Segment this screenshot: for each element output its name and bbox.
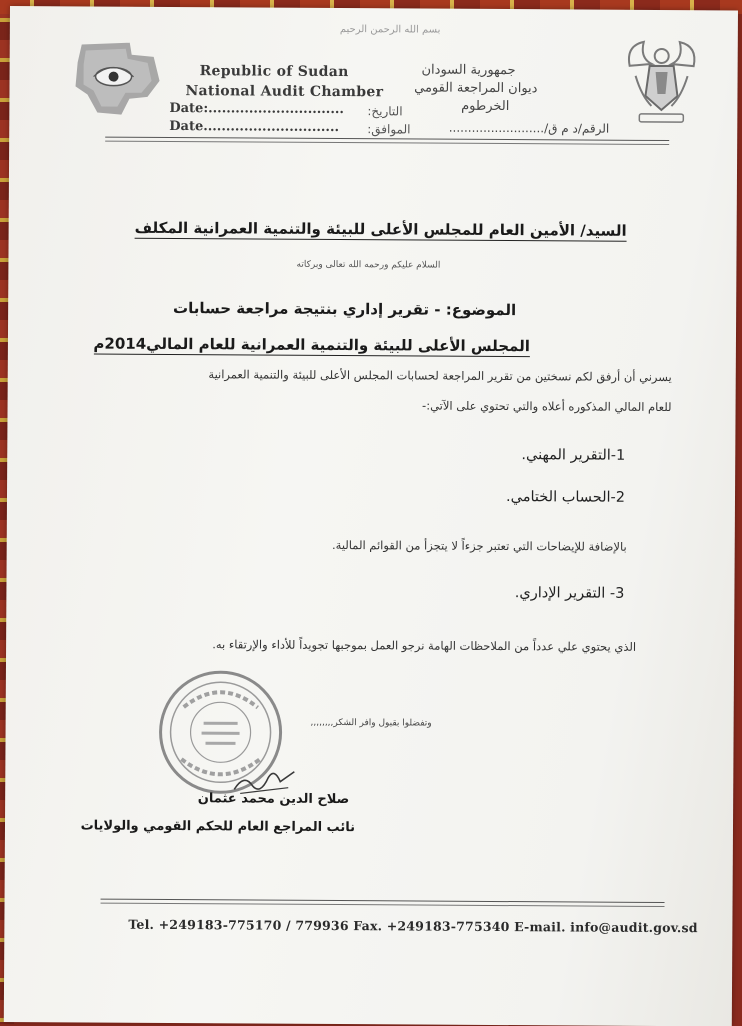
date-field-en: Date:.............................. bbox=[169, 100, 344, 118]
list-item-final-account: 2-الحساب الختامي. bbox=[506, 489, 626, 506]
header-divider-thin bbox=[105, 141, 669, 145]
basmala-text: بسم الله الرحمن الرحيم bbox=[339, 24, 441, 36]
reference-number-field: الرقم/د م ق/......................... bbox=[448, 120, 610, 136]
header-republic-en: Republic of Sudan bbox=[199, 63, 349, 81]
date-label-ar: التاريخ: bbox=[367, 104, 403, 119]
recipient-line: السيد/ الأمين العام للمجلس الأعلى للبيئة والتنمية العمرانية المكلف bbox=[134, 218, 627, 240]
corresponding-date-label-ar: الموافق: bbox=[367, 122, 411, 137]
greeting-line: السلام عليكم ورحمه الله تعالى وبركاته bbox=[296, 259, 441, 271]
body-paragraph-1: يسرني أن أرفق لكم نسختين من تقرير المراجعة لحسابات المجلس الأعلى للبيئة والتنمية العمرانية bbox=[208, 367, 672, 385]
header-city-ar: الخرطوم bbox=[461, 98, 510, 115]
letter-paper bbox=[4, 6, 738, 1026]
footer-divider-thin bbox=[101, 903, 665, 907]
subject-line-2: المجلس الأعلى للبيئة والتنمية العمرانية للعام المالي2014م bbox=[93, 334, 530, 356]
signer-title: نائب المراجع العام للحكم القومي والولايات bbox=[80, 818, 356, 836]
footer-contact-info: Tel. +249183-775170 / 779936 Fax. +249183-775340 E-mail. info@audit.gov.sd bbox=[128, 916, 698, 936]
date-corresponding-field-en: Date.............................. bbox=[169, 118, 340, 136]
header-republic-ar: جمهورية السودان bbox=[421, 62, 516, 79]
header-chamber-ar: ديوان المراجعة القومي bbox=[414, 80, 538, 97]
coat-of-arms-emblem bbox=[621, 36, 702, 130]
body-paragraph-4: الذي يحتوي علي عدداً من الملاحظات الهامة نرجو العمل بموجبها تجويداً للأداء والإرتقاء به. bbox=[212, 637, 637, 654]
header-chamber-en: National Audit Chamber bbox=[185, 83, 384, 101]
signer-name: صلاح الدين محمد عثمان bbox=[197, 791, 350, 808]
closing-line: وتفضلوا بقبول وافر الشكر,,,,,,,, bbox=[310, 717, 432, 729]
audit-chamber-logo bbox=[67, 36, 167, 119]
body-paragraph-2: للعام المالي المذكوره أعلاه والتي تحتوي على الآتي:- bbox=[422, 398, 672, 415]
list-item-administrative-report: 3- التقرير الإداري. bbox=[514, 585, 625, 602]
list-item-professional-report: 1-التقرير المهني. bbox=[521, 447, 626, 464]
subject-line-1: الموضوع: - تقرير إداري بنتيجة مراجعة حسابات bbox=[172, 299, 517, 320]
body-paragraph-3: بالإضافة للإيضاحات التي تعتبر جزءاً لا يتجزأ من القوائم المالية. bbox=[331, 537, 627, 554]
